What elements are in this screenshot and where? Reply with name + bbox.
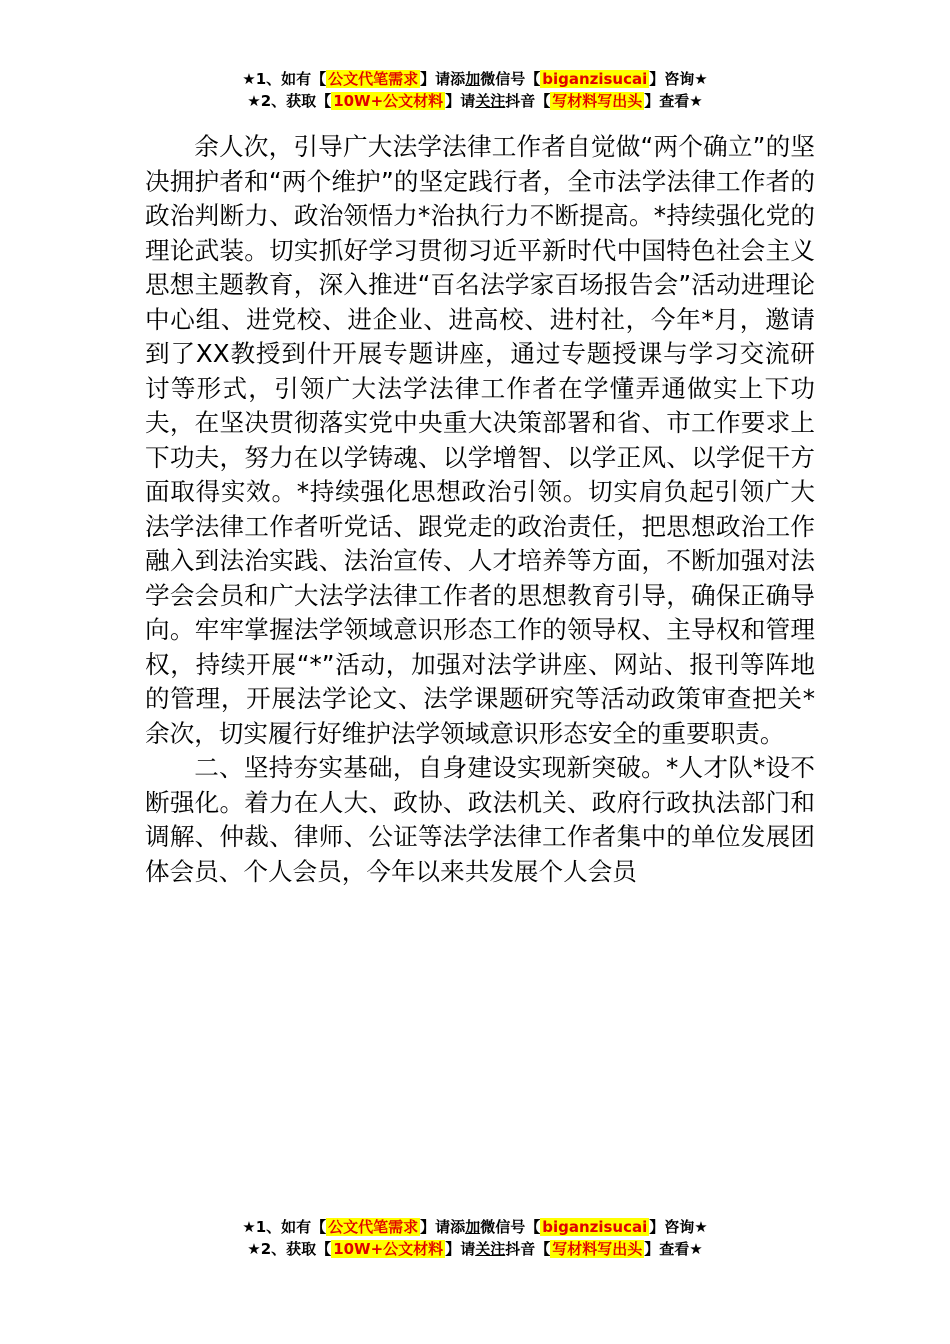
banner-line-2: ★2、获取【 10W+公文材料 】请关注抖音【 写材料写出头 】查看★ <box>247 92 703 110</box>
highlight-materials: 10W+公文材料 <box>333 92 444 110</box>
banner-line-1: ★1、如有【 公文代笔需求 】请添加微信号【 biganzisucai 】咨询★ <box>242 70 708 88</box>
header-banner <box>0 68 950 112</box>
highlight-douyin: 写材料写出头 <box>552 1240 643 1258</box>
highlight-service: 公文代笔需求 <box>328 1218 419 1236</box>
highlight-douyin: 写材料写出头 <box>552 92 643 110</box>
highlight-service: 公文代笔需求 <box>328 70 419 88</box>
footer-banner <box>0 1216 950 1260</box>
paragraph-2: 二、坚持夯实基础，自身建设实现新突破。*人才队*设不断强化。着力在人大、政协、政法机关、政府行政执法部门和调解、仲裁、律师、公证等法学法律工作者集中的单位发展团体会员、个人会员，今年以来共发展个人会员 <box>145 753 815 886</box>
highlight-materials: 10W+公文材料 <box>333 1240 444 1258</box>
document-body <box>145 130 815 889</box>
highlight-wechat-id: biganzisucai <box>542 1218 648 1236</box>
paragraph-1: 余人次，引导广大法学法律工作者自觉做“两个确立”的坚决拥护者和“两个维护”的坚定践行者，全市法学法律工作者的政治判断力、政治领悟力*治执行力不断提高。*持续强化党的理论武装。切实抓好学习贯彻习近平新时代中国特色社会主义思想主题教育，深入推进“百名法学家百场报告会”活动进理论中心组、进党校、进企业、进高校、进村社，今年*月，邀请到了XX教授到什开展专题讲座，通过专题授课与学习交流研讨等形式，引领广大法学法律工作者在学懂弄通做实上下功夫，在坚决贯彻落实党中央重大决策部署和省、市工作要求上下功夫，努力在以学铸魂、以学增智、以学正风、以学促干方面取得实效。*持续强化思想政治引领。切实肩负起引领广大法学法律工作者听党话、跟党走的政治责任，把思想政治工作融入到法治实践、法治宣传、人才培养等方面，不断加强对法学会会员和广大法学法律工作者的思想教育引导，确保正确导向。牢牢掌握法学领域意识形态工作的领导权、主导权和管理权，持续开展“*”活动，加强对法学讲座、网站、报刊等阵地的管理，开展法学论文、法学课题研究等活动政策审查把关*余次，切实履行好维护法学领域意识形态安全的重要职责。 <box>145 132 815 748</box>
banner-line-2: ★2、获取【 10W+公文材料 】请关注抖音【 写材料写出头 】查看★ <box>247 1240 703 1258</box>
banner-line-1: ★1、如有【 公文代笔需求 】请添加微信号【 biganzisucai 】咨询★ <box>242 1218 708 1236</box>
highlight-wechat-id: biganzisucai <box>542 70 648 88</box>
